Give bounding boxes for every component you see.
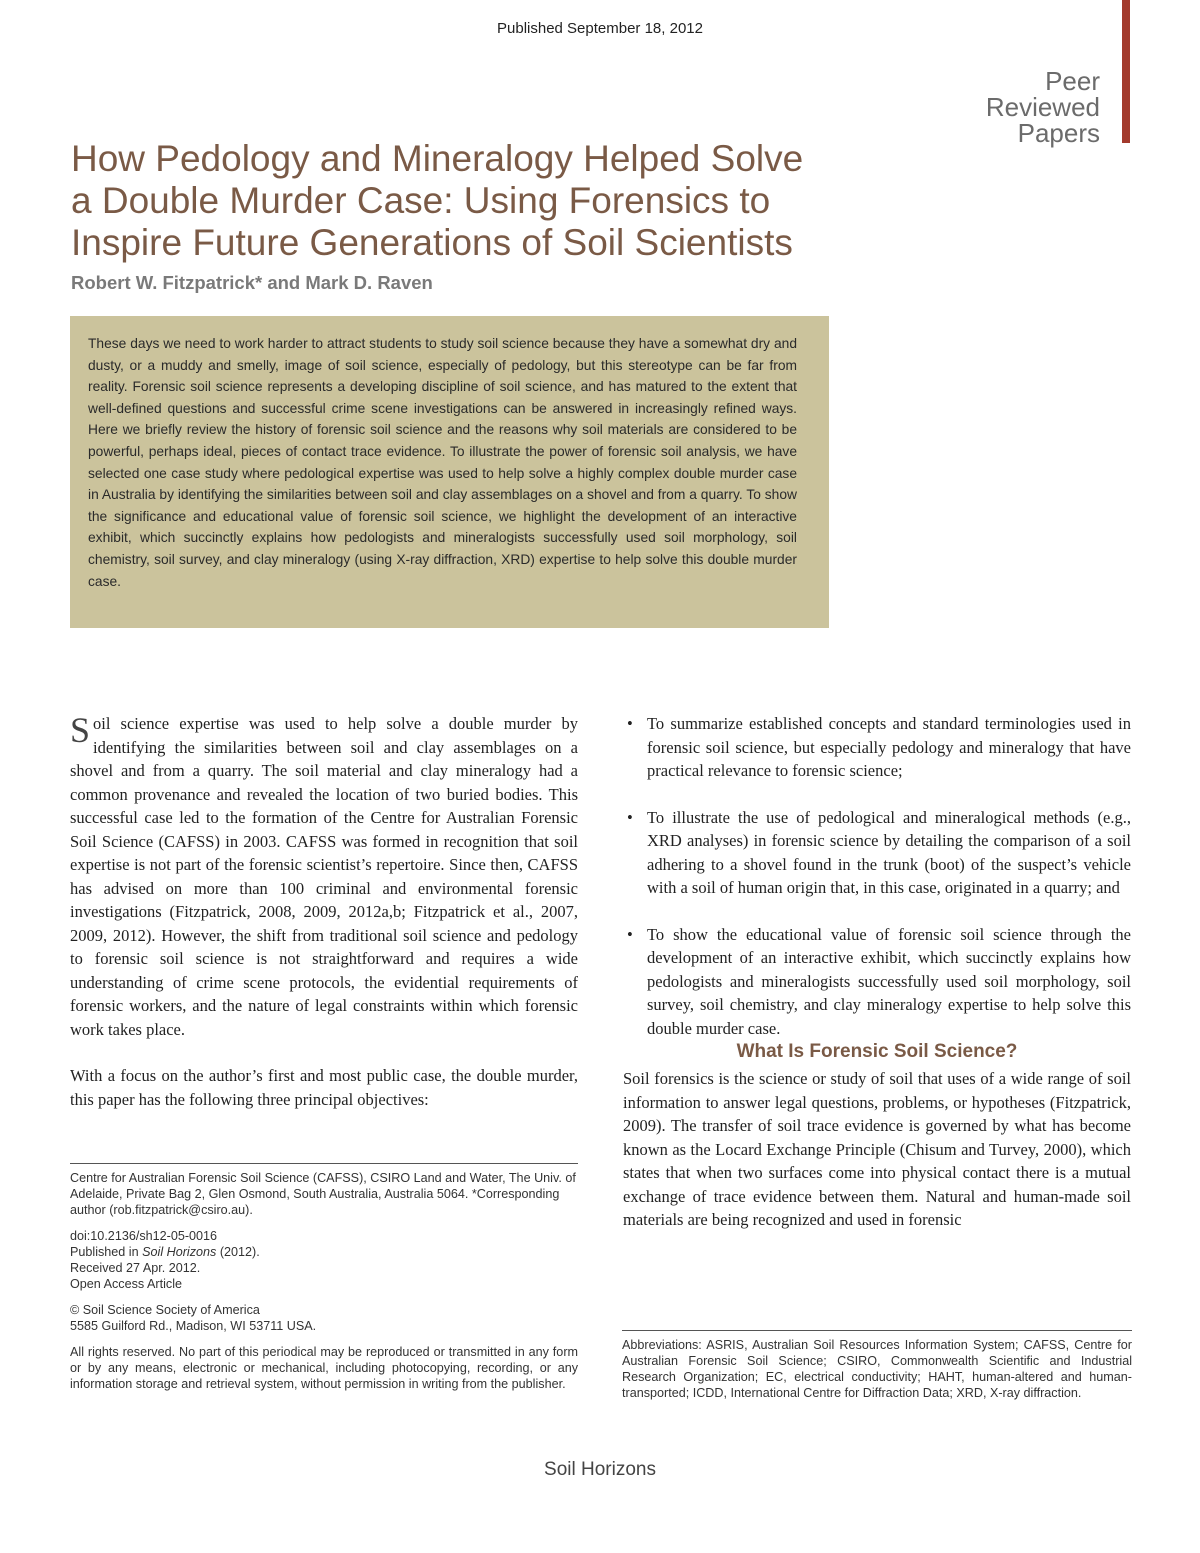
bullet-icon: • (627, 924, 633, 944)
bullet-icon: • (627, 807, 633, 827)
section-label-line: Papers (1017, 118, 1100, 148)
title-line: Inspire Future Generations of Soil Scientists (71, 222, 793, 263)
published-in-prefix: Published in (70, 1245, 143, 1259)
society-address: 5585 Guilford Rd., Madison, WI 53711 USA. (70, 1319, 317, 1333)
title-line: How Pedology and Mineralogy Helped Solve (71, 138, 804, 179)
abbreviations-divider (622, 1330, 1132, 1331)
published-in-journal: Soil Horizons (142, 1245, 217, 1259)
section-heading: What Is Forensic Soil Science? (736, 1041, 1018, 1062)
abstract-text: These days we need to work harder to attract students to study soil science because they have a somewhat dry and dusty, or a muddy and smelly, image of soil science, especially of pedology, but this stereotype can be far from reality. Forensic soil science represents a developing discipline of soil science, and has matured to the extent that well-defined questions and successful crime scene investigations can be answered in increasingly refined ways. Here we briefly review the history of forensic soil science and the reasons why soil materials are considered to be powerful, perhaps ideal, pieces of contact trace evidence. To illustrate the power of forensic soil analysis, we have selected one case study where pedological expertise was used to help solve a highly complex double murder case in Australia by identifying the similarities between soil and clay assemblages on a shovel and from a quarry. To show the significance and educational value of forensic soil science, we highlight the development of an interactive exhibit, which succinctly explains how pedologists and mineralogists successfully used soil morphology, soil chemistry, soil survey, and clay mineralogy (using X-ray diffraction, XRD) expertise to help solve this double murder case. (88, 336, 797, 589)
authors: Robert W. Fitzpatrick* and Mark D. Raven (71, 272, 433, 293)
drop-cap: S (70, 710, 91, 750)
published-in-suffix: (2012). (216, 1245, 260, 1259)
received-date: Received 27 Apr. 2012. (70, 1261, 201, 1275)
footnote-block (70, 1170, 578, 1402)
objective-bullet (623, 806, 1131, 900)
bullet-text: To summarize established concepts and standard terminologies used in forensic soil science, but especially pedology and mineralogy that have practical relevance to forensic science; (647, 714, 1131, 780)
section-label (986, 68, 1100, 146)
section-paragraph: Soil forensics is the science or study of soil that uses of a wide range of soil information to answer legal questions, problems, or hypotheses (Fitzpatrick, 2009). The transfer of soil trace evidence is governed by what has become known as the Locard Exchange Principle (Chisum and Turvey, 2000), which states that when two surfaces come into physical contact there is a mutual exchange of trace evidence between them. Natural and human-made soil materials are being recognized and used in forensic (623, 1069, 1131, 1229)
doi: doi:10.2136/sh12-05-0016 (70, 1229, 218, 1243)
open-access-label: Open Access Article (70, 1277, 182, 1291)
objectives-intro: With a focus on the author’s first and most public case, the double murder, this paper has the following three principal objectives: (70, 1066, 578, 1109)
copyright-society: © Soil Science Society of America (70, 1303, 260, 1317)
bullet-text: To illustrate the use of pedological and mineralogical methods (e.g., XRD analyses) in forensic science by detailing the comparison of a soil adhering to a shovel found in the trunk (boot) of the suspect’s vehicle with a soil of human origin that, in this case, originated in a quarry; and (647, 807, 1131, 897)
objective-bullet (623, 712, 1131, 783)
section-accent-bar (1122, 0, 1130, 143)
objective-bullet (623, 923, 1131, 1041)
bullet-icon: • (627, 714, 633, 733)
society-info (70, 1302, 578, 1334)
affiliation: Centre for Australian Forensic Soil Science (CAFSS), CSIRO Land and Water, The Univ. of Adelaide, Private Bag 2, Glen Osmond, South Australia, Australia 5064. *Corresponding author (rob.fitzpatrick@csiro.au). (70, 1171, 576, 1217)
article-title (71, 138, 871, 264)
abbreviations: Abbreviations: ASRIS, Australian Soil Resources Information System; CAFSS, Centre for Australian Forensic Soil Science; CSIRO, Commonwealth Scientific and Industrial Research Organization; EC, electrical conductivity; HAHT, human-altered and human-transported; ICDD, International Centre for Diffraction Data; XRD, X-ray diffraction. (622, 1338, 1132, 1400)
section-label-line: Peer (1045, 66, 1100, 96)
abstract-box (70, 316, 829, 628)
left-column (70, 712, 578, 1111)
intro-paragraph (70, 712, 578, 1041)
section-label-line: Reviewed (985, 92, 1100, 122)
intro-text: oil science expertise was used to help solve a double murder by identifying the similarities between soil and clay assemblages on a shovel and from a quarry. The soil material and clay mineralogy had a common provenance and revealed the location of two buried bodies. This successful case led to the formation of the Centre for Australian Forensic Soil Science (CAFSS) in 2003. CAFSS was formed in recognition that soil expertise is not part of the forensic scientist’s repertoire. Since then, CAFSS has advised on more than 100 criminal and environmental forensic investigations (Fitzpatrick, 2008, 2009, 2012a,b; Fitzpatrick et al., 2007, 2009, 2012). However, the shift from traditional soil science and pedology to forensic soil science is not straightforward and requires a wide understanding of crime scene protocols, the evidential requirements of forensic workers, and the nature of legal constraints within which forensic work takes place. (70, 714, 578, 1039)
journal-footer: Soil Horizons (544, 1459, 656, 1480)
footnote-divider (70, 1163, 578, 1164)
published-date: Published September 18, 2012 (497, 20, 703, 37)
right-column (623, 712, 1131, 1232)
rights-statement: All rights reserved. No part of this periodical may be reproduced or transmitted in any form or by any means, electronic or mechanical, including photocopying, recording, or any information storage and retrieval system, without permission in writing from the publisher. (70, 1345, 578, 1391)
bullet-text: To show the educational value of forensic soil science through the development of an interactive exhibit, which succinctly explains how pedologists and mineralogists successfully used soil morphology, soil survey, soil chemistry, and clay mineralogy expertise to help solve this double murder case. (647, 924, 1131, 1038)
title-line: a Double Murder Case: Using Forensics to (71, 180, 771, 221)
publication-info (70, 1228, 578, 1292)
